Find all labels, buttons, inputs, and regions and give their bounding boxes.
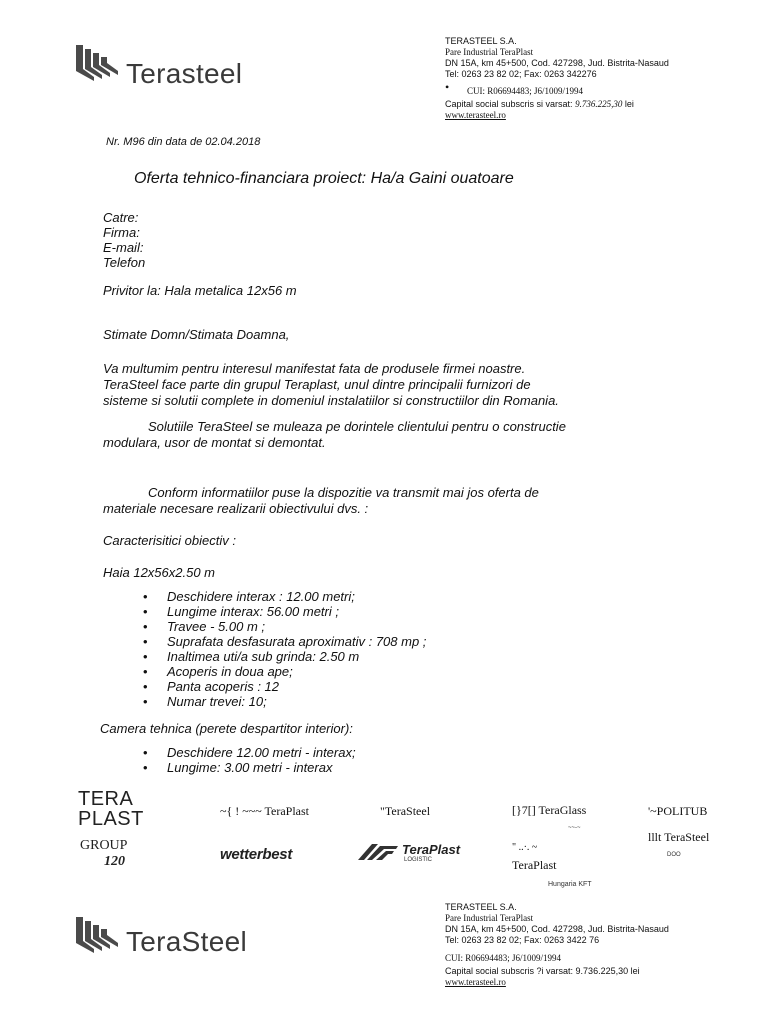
hall-title: Haia 12x56x2.50 m: [103, 565, 216, 580]
company-capital: Capital social subscris si varsat: 9.736.225,30 lei: [445, 99, 634, 109]
company-cui-row: [445, 80, 745, 97]
company-cui: CUI: R06694483; J6/1009/1994: [467, 86, 584, 96]
brand-wetterbest: wetterbest: [220, 846, 293, 863]
company-address: DN 15A, km 45+500, Cod. 427298, Jud. Bistrita-Nasaud: [445, 924, 669, 934]
company-park: Pare Industrial TeraPlast: [445, 913, 534, 923]
salutation: Stimate Domn/Stimata Doamna,: [103, 327, 290, 342]
hungaria-label: Hungaria KFT: [548, 881, 592, 888]
characteristics-heading: Caracterisitici obiectiv :: [103, 533, 236, 548]
company-website-link[interactable]: www.terasteel.ro: [445, 110, 506, 120]
technical-room-heading: Camera tehnica (perete despartitor interior):: [100, 721, 353, 736]
company-address: DN 15A, km 45+500, Cod. 427298, Jud. Bistrita-Nasaud: [445, 58, 669, 68]
company-phone: Tel: 0263 23 82 02; Fax: 0263 342276: [445, 69, 597, 79]
list-item: • Travee - 5.00 m ;: [140, 619, 426, 634]
teraplast-mark-icon: ~{ ! ~~~: [220, 804, 262, 818]
company-park: Pare Industrial TeraPlast: [445, 47, 534, 57]
list-item: • Panta acoperis : 12: [140, 679, 426, 694]
teraplast-hu-mark-icon: " ..·. ~: [512, 842, 538, 853]
doo-label: DOO: [667, 852, 681, 858]
list-item: • Suprafata desfasurata aproximativ : 708 mp ;: [140, 634, 426, 649]
document-subject: Privitor la: Hala metalica 12x56 m: [103, 283, 297, 298]
group-number: 120: [104, 854, 125, 869]
list-item: • Numar trevei: 10;: [140, 694, 426, 709]
terasteel-logo-icon: [74, 915, 120, 955]
recipient-fields: [103, 210, 145, 270]
header-company-info: [445, 36, 745, 121]
terasteel-logo-icon: [74, 43, 120, 83]
company-website-link[interactable]: www.terasteel.ro: [445, 977, 506, 987]
header-logo: [74, 36, 242, 90]
brand-teraplast-logistic: TeraPlast LOGISTIC: [358, 842, 460, 863]
group-label: GROUP: [80, 838, 128, 853]
list-item: • Acoperis in doua ape;: [140, 664, 426, 679]
tera-line1: TERA: [78, 788, 134, 810]
company-capital: Capital social subscris ?i varsat: 9.736.225,30 lei: [445, 966, 640, 976]
list-item: • Inaltimea uti/a sub grinda: 2.50 m: [140, 649, 426, 664]
list-item: • Lungime interax: 56.00 metri ;: [140, 604, 426, 619]
teraglass-sub: ~~-~: [568, 825, 581, 831]
terasteel-doo-mark-icon: lllt: [648, 830, 662, 844]
brand-terasteel: "TeraSteel: [380, 804, 431, 818]
list-item: • Deschidere interax : 12.00 metri;: [140, 589, 426, 604]
paragraph-solutions: Solutiile TeraSteel se muleaza pe dorintele clientului pentru o constructie modulara, usor de montat si demontat.: [103, 419, 566, 450]
logo-text: Terasteel: [126, 58, 243, 89]
list-item: • Deschidere 12.00 metri - interax;: [140, 745, 356, 760]
footer-company-info: [445, 902, 745, 988]
document-title: Oferta tehnico-financiara proiect: Ha/a Gaini ouatoare: [134, 170, 514, 187]
company-name: TERASTEEL S.A.: [445, 36, 517, 46]
terasteel-mark-icon: ": [380, 804, 385, 818]
company-cui: CUI: R06694483; J6/1009/1994: [445, 953, 562, 963]
field-email: E-mail:: [103, 240, 144, 255]
company-name: TERASTEEL S.A.: [445, 902, 517, 912]
hall-specs-list: [140, 589, 426, 709]
tera-line2: PLAST: [78, 808, 144, 830]
paragraph-offer: Conform informatiilor puse la dispozitie va transmit mai jos oferta de materiale necesare realizarii obiectivului dvs. :: [103, 485, 539, 516]
document-reference: Nr. M96 din data de 02.04.2018: [106, 136, 261, 148]
field-catre: Catre:: [103, 210, 139, 225]
brand-politub: '~POLITUB: [648, 804, 708, 818]
list-item: • Lungime: 3.00 metri - interax: [140, 760, 356, 775]
brand-teraplast-hungaria: TeraPlast: [512, 858, 557, 872]
footer-logo: [74, 912, 247, 958]
technical-room-list: [140, 745, 356, 775]
brand-teraplast: ~{ ! ~~~ TeraPlast: [220, 804, 310, 818]
company-phone: Tel: 0263 23 82 02; Fax: 0263 3422 76: [445, 935, 600, 945]
paragraph-intro: Va multumim pentru interesul manifestat fata de produsele firmei noastre. TeraSteel face parte din grupul Teraplast, unul dintre principalii furnizori de sisteme si solutii complete in domeniul instalatiilor si constructiilor din Romania.: [103, 361, 559, 408]
field-telefon: Telefon: [103, 255, 146, 270]
teraplast-group-logo: [78, 789, 144, 870]
field-firma: Firma:: [103, 225, 140, 240]
bullet: •: [445, 80, 450, 94]
brand-terasteel-doo: lllt TeraSteel: [648, 830, 710, 844]
logistic-stripes-icon: [358, 842, 400, 860]
brand-teraglass: [}7[] TeraGlass: [512, 803, 587, 817]
logo-text: TeraSteel: [126, 926, 247, 957]
teraglass-mark-icon: [}7[]: [512, 803, 536, 817]
